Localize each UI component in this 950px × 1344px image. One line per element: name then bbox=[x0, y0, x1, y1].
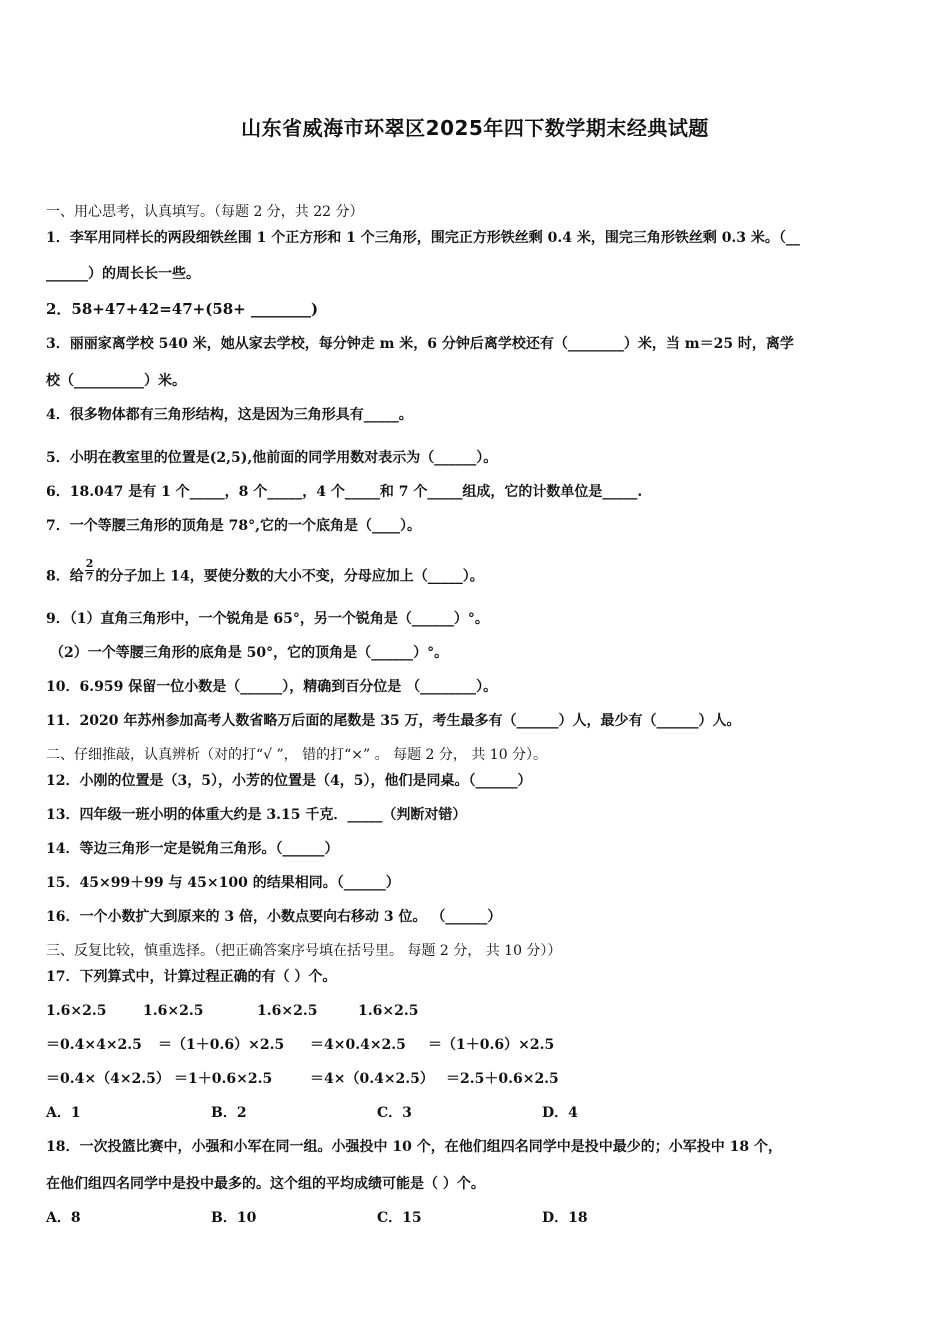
question-13: 13．四年级一班小明的体重大约是 3.15 千克．_____（判断对错） bbox=[46, 807, 467, 823]
expression-cell: ＝4×（0.4×2.5） bbox=[310, 1071, 434, 1087]
option-c: C．3 bbox=[377, 1105, 412, 1121]
fraction-denominator: 7 bbox=[85, 570, 94, 583]
question-1-line-1: 1．李军用同样长的两段细铁丝围 1 个正方形和 1 个三角形，围完正方形铁丝剩 0.4 米，围完三角形铁丝剩 0.3 米。（__ bbox=[46, 230, 800, 246]
expression-cell: 1.6×2.5 bbox=[143, 1003, 204, 1019]
expression-cell: ＝2.5＋0.6×2.5 bbox=[446, 1071, 559, 1087]
section-1-heading: 一、用心思考，认真填写。（每题 2 分，共 22 分） bbox=[46, 204, 364, 220]
expression-cell: ＝0.4×（4×2.5） bbox=[46, 1071, 170, 1087]
option-b: B．10 bbox=[211, 1210, 257, 1226]
page-title: 山东省威海市环翠区2025年四下数学期末经典试题 bbox=[241, 116, 709, 140]
question-3-line-1: 3．丽丽家离学校 540 米，她从家去学校，每分钟走 m 米，6 分钟后离学校还有（________）米，当 m＝25 时，离学 bbox=[46, 336, 794, 352]
question-8 bbox=[46, 557, 916, 589]
question-17: 17．下列算式中，计算过程正确的有（ ）个。 bbox=[46, 969, 337, 985]
expression-cell: 1.6×2.5 bbox=[257, 1003, 318, 1019]
option-a: A．8 bbox=[46, 1210, 81, 1226]
expression-cell: 1.6×2.5 bbox=[46, 1003, 107, 1019]
question-9-line-1: 9．（1）直角三角形中，一个锐角是 65°，另一个锐角是（______）°。 bbox=[46, 611, 489, 627]
question-2: 2．58+47+42=47+(58+ ________) bbox=[46, 300, 319, 318]
section-2-heading: 二、仔细推敲，认真辨析（对的打“√ ”， 错的打“×” 。 每题 2 分， 共 10 分）。 bbox=[46, 747, 548, 763]
question-18-line-1: 18．一次投篮比赛中，小强和小军在同一组。小强投中 10 个，在他们组四名同学中是投中最少的；小军投中 18 个， bbox=[46, 1139, 782, 1155]
section-3-heading: 三、反复比较，慎重选择。（把正确答案序号填在括号里。 每题 2 分， 共 10 分）） bbox=[46, 943, 562, 959]
question-6: 6．18.047 是有 1 个_____，8 个_____，4 个_____和 7 个_____组成，它的计数单位是_____. bbox=[46, 484, 643, 500]
option-d: D．18 bbox=[542, 1210, 588, 1226]
question-12: 12．小刚的位置是（3，5），小芳的位置是（4，5），他们是同桌。（______） bbox=[46, 773, 532, 789]
question-1-line-2: ______）的周长长一些。 bbox=[46, 266, 200, 282]
question-16: 16．一个小数扩大到原来的 3 倍，小数点要向右移动 3 位。 （______） bbox=[46, 909, 502, 925]
question-14: 14．等边三角形一定是锐角三角形。（______） bbox=[46, 841, 339, 857]
expression-cell: ＝0.4×4×2.5 bbox=[46, 1037, 142, 1053]
option-c: C．15 bbox=[377, 1210, 422, 1226]
question-10: 10．6.959 保留一位小数是（______），精确到百分位是 （________）。 bbox=[46, 679, 498, 695]
question-9-line-2: （2）一个等腰三角形的底角是 50°，它的顶角是（______）°。 bbox=[50, 645, 449, 661]
question-11: 11．2020 年苏州参加高考人数省略万后面的尾数是 35 万，考生最多有（______）人，最少有（______）人。 bbox=[46, 713, 741, 729]
expression-cell: ＝1＋0.6×2.5 bbox=[174, 1071, 273, 1087]
question-5: 5．小明在教室里的位置是(2,5),他前面的同学用数对表示为（______）。 bbox=[46, 450, 498, 466]
expression-cell: ＝4×0.4×2.5 bbox=[310, 1037, 406, 1053]
option-a: A．1 bbox=[46, 1105, 81, 1121]
option-d: D．4 bbox=[542, 1105, 578, 1121]
question-4: 4．很多物体都有三角形结构，这是因为三角形具有_____。 bbox=[46, 407, 413, 423]
expression-cell: 1.6×2.5 bbox=[358, 1003, 419, 1019]
question-15: 15．45×99＋99 与 45×100 的结果相同。（______） bbox=[46, 875, 400, 891]
question-8-prefix: 8．给 bbox=[46, 568, 84, 585]
fraction-numerator: 2 bbox=[85, 557, 94, 570]
option-b: B．2 bbox=[211, 1105, 247, 1121]
question-3-line-2: 校（__________）米。 bbox=[46, 373, 186, 389]
question-8-suffix: 的分子加上 14，要使分数的大小不变，分母应加上（_____）。 bbox=[95, 568, 484, 585]
question-18-line-2: 在他们组四名同学中是投中最多的。这个组的平均成绩可能是（ ）个。 bbox=[46, 1176, 485, 1192]
expression-cell: ＝（1＋0.6）×2.5 bbox=[158, 1037, 285, 1053]
fraction-two-sevenths bbox=[85, 558, 95, 583]
expression-cell: ＝（1＋0.6）×2.5 bbox=[428, 1037, 555, 1053]
question-7: 7．一个等腰三角形的顶角是 78°,它的一个底角是（____）。 bbox=[46, 518, 421, 534]
